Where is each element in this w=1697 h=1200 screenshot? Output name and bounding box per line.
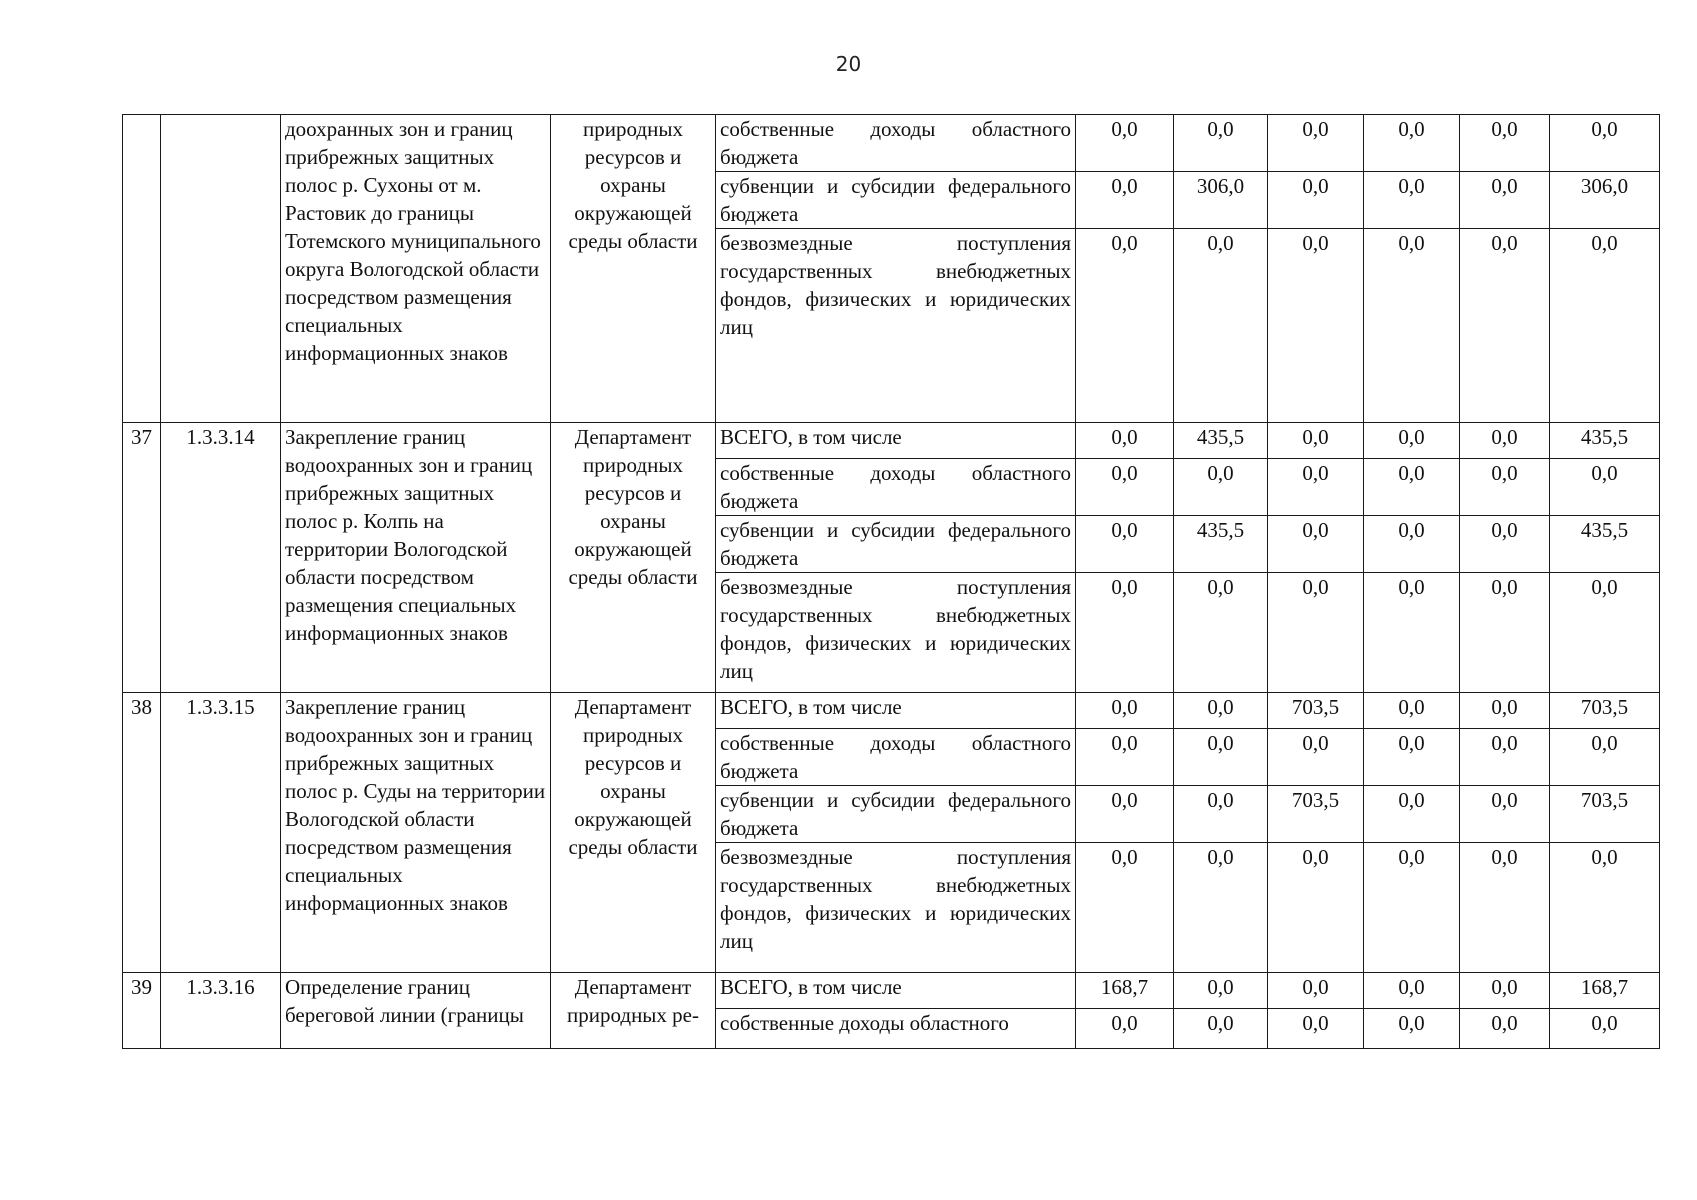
value-cell: 0,0 bbox=[1364, 693, 1460, 729]
value-cell: 0,0 bbox=[1364, 843, 1460, 973]
value-cell: 168,7 bbox=[1076, 973, 1174, 1009]
value-cell: 0,0 bbox=[1364, 1009, 1460, 1049]
table-row bbox=[123, 423, 1660, 459]
value-cell: 0,0 bbox=[1460, 516, 1550, 573]
funding-source: собственные доходы областного бюджета bbox=[716, 115, 1076, 172]
value-cell: 306,0 bbox=[1550, 172, 1660, 229]
value-cell: 0,0 bbox=[1076, 573, 1174, 693]
value-cell: 435,5 bbox=[1550, 423, 1660, 459]
value-cell: 0,0 bbox=[1076, 516, 1174, 573]
value-cell: 0,0 bbox=[1460, 786, 1550, 843]
value-cell: 435,5 bbox=[1550, 516, 1660, 573]
value-cell: 0,0 bbox=[1076, 1009, 1174, 1049]
executor: Департамент природных ре- bbox=[551, 973, 716, 1049]
value-cell: 703,5 bbox=[1268, 693, 1364, 729]
value-cell: 0,0 bbox=[1076, 229, 1174, 423]
value-cell: 0,0 bbox=[1364, 229, 1460, 423]
value-cell: 0,0 bbox=[1460, 843, 1550, 973]
value-cell: 703,5 bbox=[1268, 786, 1364, 843]
value-cell: 0,0 bbox=[1550, 459, 1660, 516]
value-cell: 0,0 bbox=[1268, 516, 1364, 573]
funding-source: собственные доходы областного бюджета bbox=[716, 459, 1076, 516]
value-cell: 0,0 bbox=[1550, 1009, 1660, 1049]
value-cell: 306,0 bbox=[1174, 172, 1268, 229]
value-cell: 0,0 bbox=[1364, 516, 1460, 573]
row-number: 38 bbox=[123, 693, 161, 973]
value-cell: 0,0 bbox=[1460, 729, 1550, 786]
value-cell: 0,0 bbox=[1550, 729, 1660, 786]
funding-source: субвенции и субсидии федерального бюджета bbox=[716, 786, 1076, 843]
funding-source: безвозмездные поступления государственных внебюджетных фондов, физических и юридических лиц bbox=[716, 843, 1076, 973]
funding-source: безвозмездные поступления государственных внебюджетных фондов, физических и юридических лиц bbox=[716, 229, 1076, 423]
table-row bbox=[123, 693, 1660, 729]
funding-source: ВСЕГО, в том числе bbox=[716, 423, 1076, 459]
value-cell: 0,0 bbox=[1364, 573, 1460, 693]
value-cell: 0,0 bbox=[1550, 843, 1660, 973]
value-cell: 0,0 bbox=[1550, 115, 1660, 172]
row-code: 1.3.3.15 bbox=[161, 693, 281, 973]
value-cell: 0,0 bbox=[1460, 229, 1550, 423]
value-cell: 0,0 bbox=[1364, 423, 1460, 459]
funding-source: безвозмездные поступления государственных внебюджетных фондов, физических и юридических лиц bbox=[716, 573, 1076, 693]
row-code: 1.3.3.16 bbox=[161, 973, 281, 1049]
value-cell: 0,0 bbox=[1076, 172, 1174, 229]
value-cell: 0,0 bbox=[1460, 459, 1550, 516]
event-name: Определение границ береговой линии (границы bbox=[281, 973, 551, 1049]
value-cell: 0,0 bbox=[1268, 229, 1364, 423]
value-cell: 0,0 bbox=[1460, 573, 1550, 693]
funding-source: субвенции и субсидии федерального бюджета bbox=[716, 172, 1076, 229]
row-number: 37 bbox=[123, 423, 161, 693]
value-cell: 0,0 bbox=[1076, 843, 1174, 973]
value-cell: 0,0 bbox=[1076, 729, 1174, 786]
value-cell: 0,0 bbox=[1174, 573, 1268, 693]
value-cell: 435,5 bbox=[1174, 423, 1268, 459]
table-body bbox=[123, 115, 1660, 1049]
row-number: 39 bbox=[123, 973, 161, 1049]
value-cell: 0,0 bbox=[1268, 459, 1364, 516]
event-name: Закрепление границ водоохранных зон и границ прибрежных защитных полос р. Колпь на территории Вологодской области посредством размещения специальных информационных знаков bbox=[281, 423, 551, 693]
value-cell: 0,0 bbox=[1460, 172, 1550, 229]
executor: природных ресурсов и охраны окружающей среды области bbox=[551, 115, 716, 423]
value-cell: 0,0 bbox=[1268, 423, 1364, 459]
value-cell: 0,0 bbox=[1364, 973, 1460, 1009]
value-cell: 0,0 bbox=[1174, 1009, 1268, 1049]
funding-source: субвенции и субсидии федерального бюджета bbox=[716, 516, 1076, 573]
event-name: доохранных зон и границ прибрежных защитных полос р. Сухоны от м. Растовик до границы Тотемского муниципального округа Вологодской области посредством размещения специальных информационных знаков bbox=[281, 115, 551, 423]
value-cell: 0,0 bbox=[1364, 459, 1460, 516]
value-cell: 0,0 bbox=[1076, 115, 1174, 172]
value-cell: 0,0 bbox=[1174, 786, 1268, 843]
row-code bbox=[161, 115, 281, 423]
value-cell: 0,0 bbox=[1174, 729, 1268, 786]
funding-source: собственные доходы областного бюджета bbox=[716, 729, 1076, 786]
value-cell: 0,0 bbox=[1268, 115, 1364, 172]
value-cell: 0,0 bbox=[1268, 973, 1364, 1009]
value-cell: 0,0 bbox=[1268, 172, 1364, 229]
page-number: 20 bbox=[835, 52, 862, 76]
value-cell: 0,0 bbox=[1460, 423, 1550, 459]
budget-table bbox=[122, 114, 1660, 1049]
value-cell: 0,0 bbox=[1076, 459, 1174, 516]
value-cell: 0,0 bbox=[1460, 973, 1550, 1009]
row-number bbox=[123, 115, 161, 423]
value-cell: 435,5 bbox=[1174, 516, 1268, 573]
value-cell: 0,0 bbox=[1268, 1009, 1364, 1049]
table-row bbox=[123, 973, 1660, 1009]
value-cell: 0,0 bbox=[1364, 729, 1460, 786]
row-code: 1.3.3.14 bbox=[161, 423, 281, 693]
value-cell: 0,0 bbox=[1460, 693, 1550, 729]
executor: Департамент природных ресурсов и охраны окружающей среды области bbox=[551, 693, 716, 973]
value-cell: 0,0 bbox=[1174, 115, 1268, 172]
value-cell: 0,0 bbox=[1174, 843, 1268, 973]
value-cell: 0,0 bbox=[1364, 115, 1460, 172]
value-cell: 168,7 bbox=[1550, 973, 1660, 1009]
value-cell: 0,0 bbox=[1268, 573, 1364, 693]
value-cell: 0,0 bbox=[1550, 229, 1660, 423]
funding-source: собственные доходы областного bbox=[716, 1009, 1076, 1049]
value-cell: 0,0 bbox=[1076, 693, 1174, 729]
value-cell: 0,0 bbox=[1460, 1009, 1550, 1049]
value-cell: 0,0 bbox=[1174, 693, 1268, 729]
value-cell: 0,0 bbox=[1174, 459, 1268, 516]
value-cell: 0,0 bbox=[1550, 573, 1660, 693]
value-cell: 703,5 bbox=[1550, 693, 1660, 729]
value-cell: 0,0 bbox=[1268, 843, 1364, 973]
funding-source: ВСЕГО, в том числе bbox=[716, 693, 1076, 729]
value-cell: 0,0 bbox=[1460, 115, 1550, 172]
event-name: Закрепление границ водоохранных зон и границ прибрежных защитных полос р. Суды на территории Вологодской области посредством размещения специальных информационных знаков bbox=[281, 693, 551, 973]
value-cell: 0,0 bbox=[1174, 973, 1268, 1009]
value-cell: 0,0 bbox=[1174, 229, 1268, 423]
value-cell: 0,0 bbox=[1364, 786, 1460, 843]
value-cell: 0,0 bbox=[1076, 786, 1174, 843]
funding-source: ВСЕГО, в том числе bbox=[716, 973, 1076, 1009]
value-cell: 0,0 bbox=[1076, 423, 1174, 459]
table-row bbox=[123, 115, 1660, 172]
executor: Департамент природных ресурсов и охраны окружающей среды области bbox=[551, 423, 716, 693]
value-cell: 0,0 bbox=[1364, 172, 1460, 229]
value-cell: 0,0 bbox=[1268, 729, 1364, 786]
value-cell: 703,5 bbox=[1550, 786, 1660, 843]
